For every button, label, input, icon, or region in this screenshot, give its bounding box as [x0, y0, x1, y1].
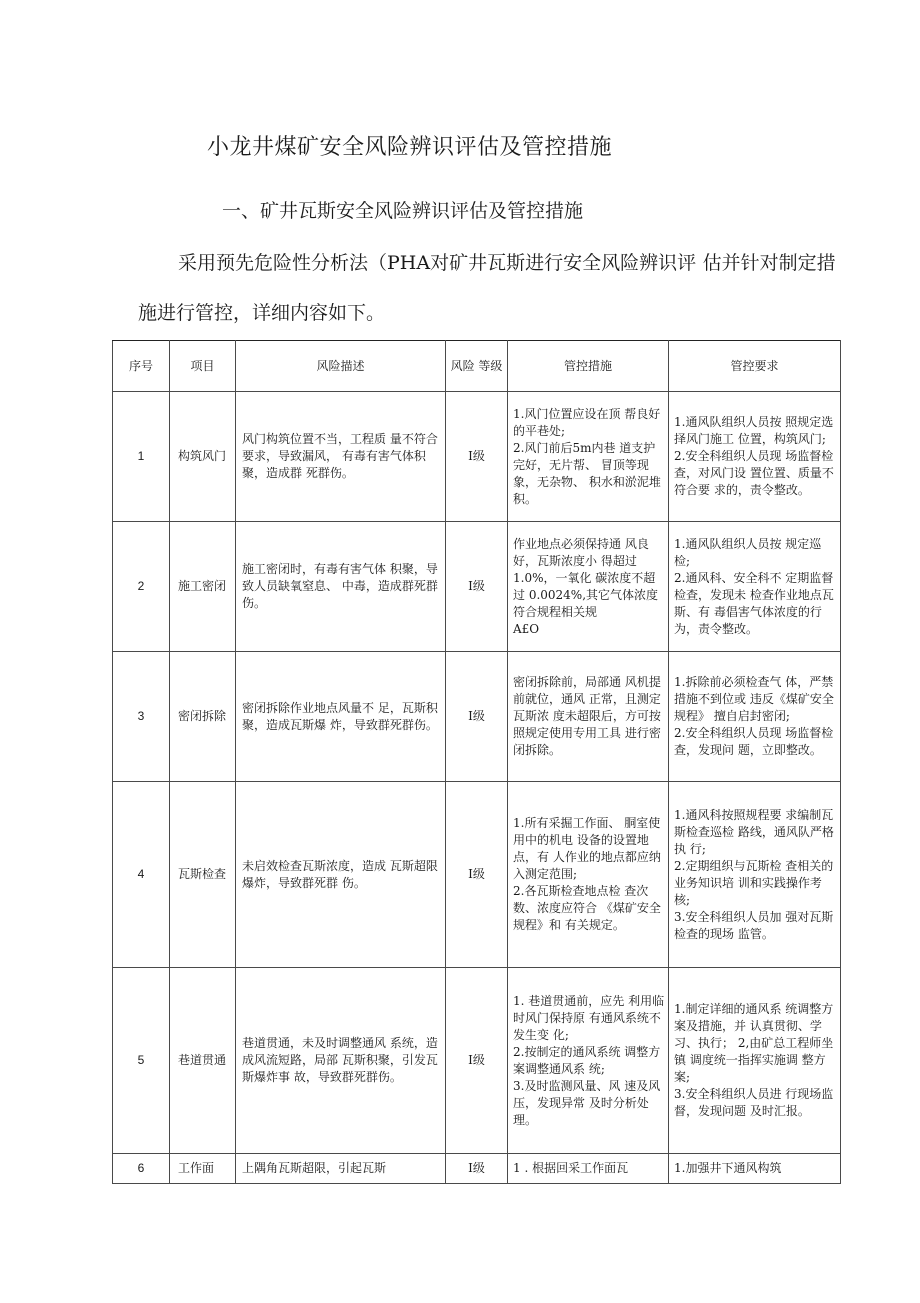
cell-requirement	[669, 522, 841, 652]
cell-control	[508, 968, 669, 1154]
cell-desc: 未启效检查瓦斯浓度，造成 瓦斯超限爆炸，导致群死群 伤。	[236, 782, 446, 968]
table-row	[113, 652, 841, 782]
cell-requirement	[669, 782, 841, 968]
requirement-line: 1.加强井下通风构筑	[674, 1161, 782, 1175]
requirement-line: 1.通风科按照规程要 求编制瓦斯检查巡检 路线，通风队严格执 行;	[674, 807, 834, 856]
control-line: 1 . 根据回采工作面瓦	[513, 1161, 629, 1175]
cell-level: I级	[446, 1154, 508, 1184]
table-header-row	[113, 341, 841, 392]
cell-desc: 上隅角瓦斯超限，引起瓦斯	[236, 1154, 446, 1184]
cell-control	[508, 652, 669, 782]
cell-no: 5	[113, 968, 170, 1154]
cell-control	[508, 1154, 669, 1184]
cell-control	[508, 782, 669, 968]
requirement-line: 2.安全科组织人员现 场监督检查，发现问 题，立即整改。	[674, 726, 834, 757]
cell-level: I级	[446, 392, 508, 522]
cell-item: 瓦斯检查	[170, 782, 236, 968]
cell-no: 2	[113, 522, 170, 652]
header-desc: 风险描述	[236, 341, 446, 392]
requirement-line: 1.通风队组织人员按 照规定选择风门施工 位置，构筑风门;	[674, 415, 834, 446]
control-line: 密闭拆除前，局部通 风机提前就位，通风 正常，且测定瓦斯浓 度未超限后，方可按 照规定使用专用工具 进行密闭拆除。	[513, 675, 661, 757]
control-line: 2.按制定的通风系统 调整方案调整通风系 统;	[513, 1044, 661, 1076]
cell-desc: 巷道贯通，未及时调整通风 系统，造成风流短路，局部 瓦斯积聚，引发瓦斯爆炸事 故，导致群死群伤。	[236, 968, 446, 1154]
control-line: 1. 巷道贯通前，应先 利用临时风门保持原 有通风系统不发生变 化;	[513, 993, 665, 1042]
cell-requirement	[669, 1154, 841, 1184]
cell-no: 4	[113, 782, 170, 968]
requirement-line: 1.拆除前必须检查气 体，严禁措施不到位或 违反《煤矿安全规程》 擅自启封密闭;	[674, 675, 834, 723]
requirement-line: 2.定期组织与瓦斯检 查相关的业务知识培 训和实践操作考核;	[674, 858, 834, 907]
cell-level: I级	[446, 782, 508, 968]
cell-item: 工作面	[170, 1154, 236, 1184]
table-row	[113, 392, 841, 522]
cell-item: 密闭拆除	[170, 652, 236, 782]
table-row	[113, 968, 841, 1154]
requirement-line: 2.安全科组织人员现 场监督检查，对风门设 置位置、质量不符合要 求的，责令整改。	[674, 449, 834, 497]
requirement-line: 2.通风科、安全科不 定期监督检查，发现未 检查作业地点瓦斯、有 毒倡害气体浓度的行 为，责令整改。	[674, 570, 834, 636]
control-line: 作业地点必须保持通 风良好，瓦斯浓度小 得超过 1.0%，一氧化 碳浓度不超过 0.0024%,其它气体浓度符合规程相关规	[513, 536, 659, 619]
table-row	[113, 1154, 841, 1184]
header-item: 项目	[170, 341, 236, 392]
cell-level: I级	[446, 652, 508, 782]
cell-control	[508, 522, 669, 652]
requirement-line: 3.安全科组织人员加 强对瓦斯检查的现场 监管。	[674, 909, 834, 941]
table-body	[113, 392, 841, 1184]
cell-item: 巷道贯通	[170, 968, 236, 1154]
cell-requirement	[669, 652, 841, 782]
control-line: 3.及时监测风量、风 速及风压，发现异常 及时分析处理。	[513, 1078, 661, 1127]
risk-table	[112, 340, 841, 1184]
control-line: 2.各瓦斯检查地点检 查次数、浓度应符合 《煤矿安全规程》和 有关规定。	[513, 884, 661, 932]
cell-item: 构筑风门	[170, 392, 236, 522]
cell-level: I级	[446, 968, 508, 1154]
control-line: 1.所有采掘工作面、 胴室使用中的机电 设备的设置地点，有 人作业的地点都应纳 入测定范围;	[513, 816, 661, 881]
cell-requirement	[669, 392, 841, 522]
table-row	[113, 782, 841, 968]
intro-paragraph: 采用预先危险性分析法（PHA对矿井瓦斯进行安全风险辨识评 估并针对制定措施进行管控，详细内容如下。	[138, 252, 836, 324]
cell-desc: 风门构筑位置不当，工程质 量不符合要求，导致漏风， 有毒有害气体积聚，造成群 死群伤。	[236, 392, 446, 522]
header-control: 管控措施	[508, 341, 669, 392]
header-level: 风险 等级	[446, 341, 508, 392]
section-heading: 一、矿井瓦斯安全风险辨识评估及管控措施	[222, 200, 584, 222]
header-no: 序号	[113, 341, 170, 392]
table-row	[113, 522, 841, 652]
requirement-line: 1.通风队组织人员按 规定巡检;	[674, 536, 822, 568]
cell-desc: 施工密闭时，有毒有害气体 积聚，导致人员缺氧窒息、 中毒，造成群死群伤。	[236, 522, 446, 652]
cell-no: 3	[113, 652, 170, 782]
cell-level: I级	[446, 522, 508, 652]
cell-no: 6	[113, 1154, 170, 1184]
cell-desc: 密闭拆除作业地点风量不 足，瓦斯积聚，造成瓦斯爆 炸，导致群死群伤。	[236, 652, 446, 782]
page-title: 小龙井煤矿安全风险辨识评估及管控措施	[207, 135, 613, 160]
header-requirement: 管控要求	[669, 341, 841, 392]
control-line: 2.风门前后5m内巷 道支护完好，无片帮、 冒顶等现象，无杂物、 积水和淤泥堆积。	[513, 440, 661, 506]
cell-requirement	[669, 968, 841, 1154]
cell-item: 施工密闭	[170, 522, 236, 652]
control-line: A£O	[513, 621, 540, 636]
requirement-line: 3.安全科组织人员进 行现场监督，发现问题 及时汇报。	[674, 1087, 834, 1118]
cell-control	[508, 392, 669, 522]
cell-no: 1	[113, 392, 170, 522]
requirement-line: 1.制定详细的通风系 统调整方案及措施，并 认真贯彻、学习、执行； 2,由矿总工程师坐镇 调度统一指挥实施调 整方案;	[674, 1002, 834, 1084]
control-line: 1.风门位置应设在顶 帮良好的平巷处;	[513, 406, 661, 438]
